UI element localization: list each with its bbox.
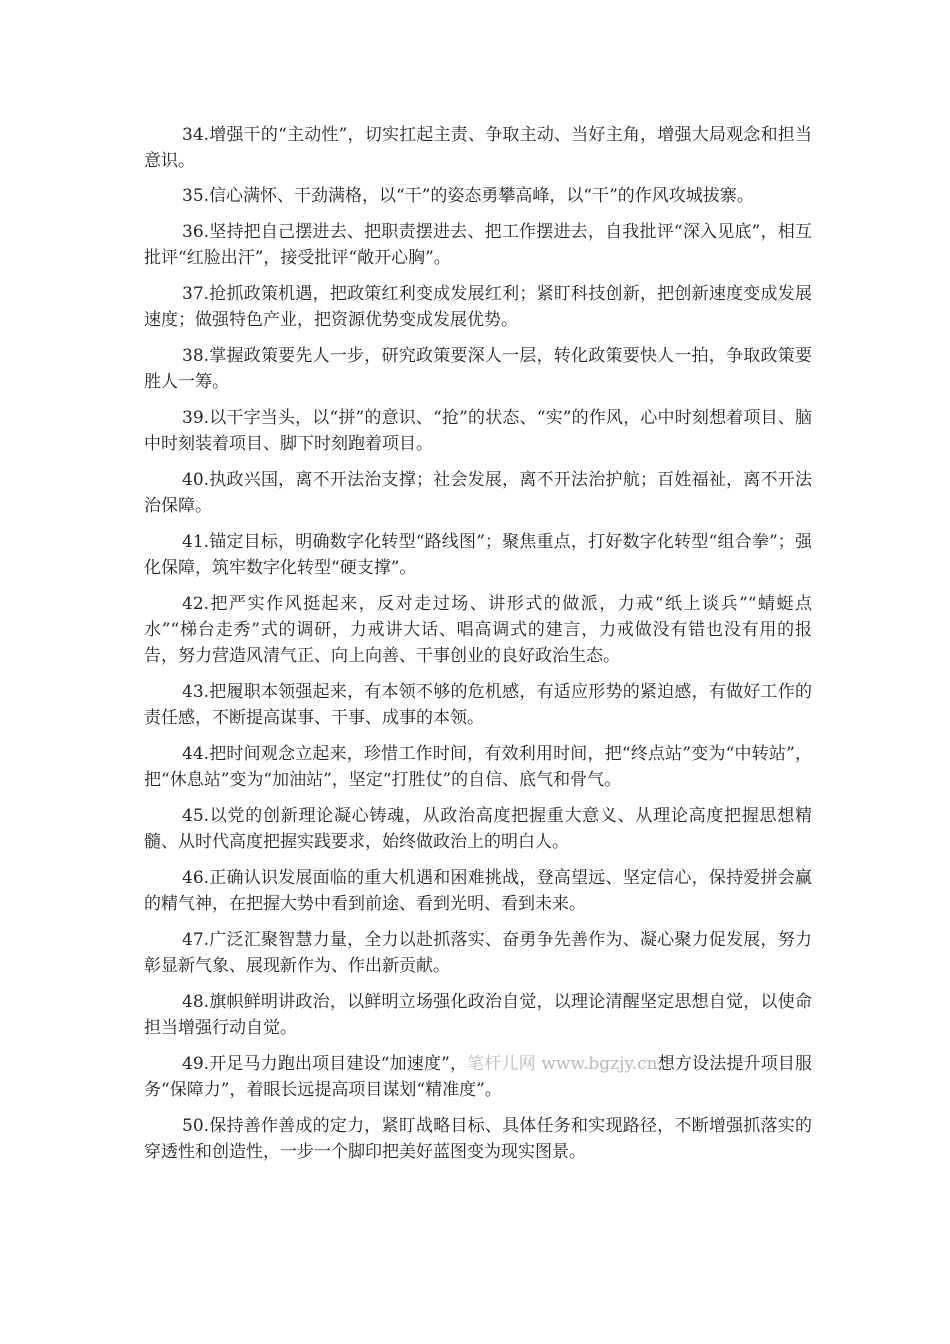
paragraph-48: 48.旗帜鲜明讲政治，以鲜明立场强化政治自觉，以理论清醒坚定思想自觉，以使命担当增强行动自觉。 [144,992,812,1038]
paragraph-42: 42.把严实作风挺起来，反对走过场、讲形式的做派，力戒“纸上谈兵”“蜻蜓点水”“梯台走秀”式的调研，力戒讲大话、唱高调式的建言，力戒做没有错也没有用的报告，努力营造风清气正、向上向善、干事创业的良好政治生态。 [144,594,812,666]
paragraph-49 [144,1051,812,1103]
paragraph-39: 39.以干字当头，以“拼”的意识、“抢”的状态、“实”的作风，心中时刻想着项目、脑中时刻装着项目、脚下时刻跑着项目。 [144,408,812,454]
paragraph-38: 38.掌握政策要先人一步，研究政策要深人一层，转化政策要快人一拍，争取政策要胜人一筹。 [144,346,812,392]
paragraph-50: 50.保持善作善成的定力，紧盯战略目标、具体任务和实现路径，不断增强抓落实的穿透性和创造性，一步一个脚印把美好蓝图变为现实图景。 [144,1116,812,1162]
paragraph-41: 41.锚定目标，明确数字化转型“路线图”；聚焦重点，打好数字化转型“组合拳”；强化保障，筑牢数字化转型“硬支撑”。 [144,532,812,578]
paragraph-47: 47.广泛汇聚智慧力量，全力以赴抓落实、奋勇争先善作为、凝心聚力促发展，努力彰显新气象、展现新作为、作出新贡献。 [144,930,812,976]
site-watermark: 笔杆儿网 www.bgzjy.cn [467,1054,658,1074]
paragraph-45: 45.以党的创新理论凝心铸魂，从政治高度把握重大意义、从理论高度把握思想精髓、从时代高度把握实践要求，始终做政治上的明白人。 [144,806,812,852]
paragraph-49-start: 49.开足马力跑出项目建设“加速度”， [182,1054,468,1074]
document-body [144,122,812,1175]
paragraph-36: 36.坚持把自己摆进去、把职责摆进去、把工作摆进去，自我批评“深入见底”，相互批评“红脸出汗”，接受批评“敞开心胸”。 [144,222,812,268]
paragraph-43: 43.把履职本领强起来，有本领不够的危机感，有适应形势的紧迫感，有做好工作的责任感，不断提高谋事、干事、成事的本领。 [144,682,812,728]
paragraph-35: 35.信心满怀、干劲满格，以“干”的姿态勇攀高峰，以“干”的作风攻城拔寨。 [182,186,754,206]
paragraph-37: 37.抢抓政策机遇，把政策红利变成发展红利；紧盯科技创新，把创新速度变成发展速度；做强特色产业，把资源优势变成发展优势。 [144,284,812,330]
paragraph-46: 46.正确认识发展面临的重大机遇和困难挑战，登高望远、坚定信心，保持爱拼会赢的精气神，在把握大势中看到前途、看到光明、看到未来。 [144,868,812,914]
paragraph-49-end: 想方设法提升项目服务“保障力”，着眼长远提高项目谋划“精准度”。 [144,1054,813,1100]
paragraph-40: 40.执政兴国，离不开法治支撑；社会发展，离不开法治护航；百姓福祉，离不开法治保障。 [144,470,812,516]
paragraph-34: 34.增强干的“主动性”，切实扛起主责、争取主动、当好主角，增强大局观念和担当意识。 [144,125,812,171]
paragraph-44: 44.把时间观念立起来，珍惜工作时间，有效利用时间，把“终点站”变为“中转站”，把“休息站”变为“加油站”，坚定“打胜仗”的自信、底气和骨气。 [144,744,812,790]
